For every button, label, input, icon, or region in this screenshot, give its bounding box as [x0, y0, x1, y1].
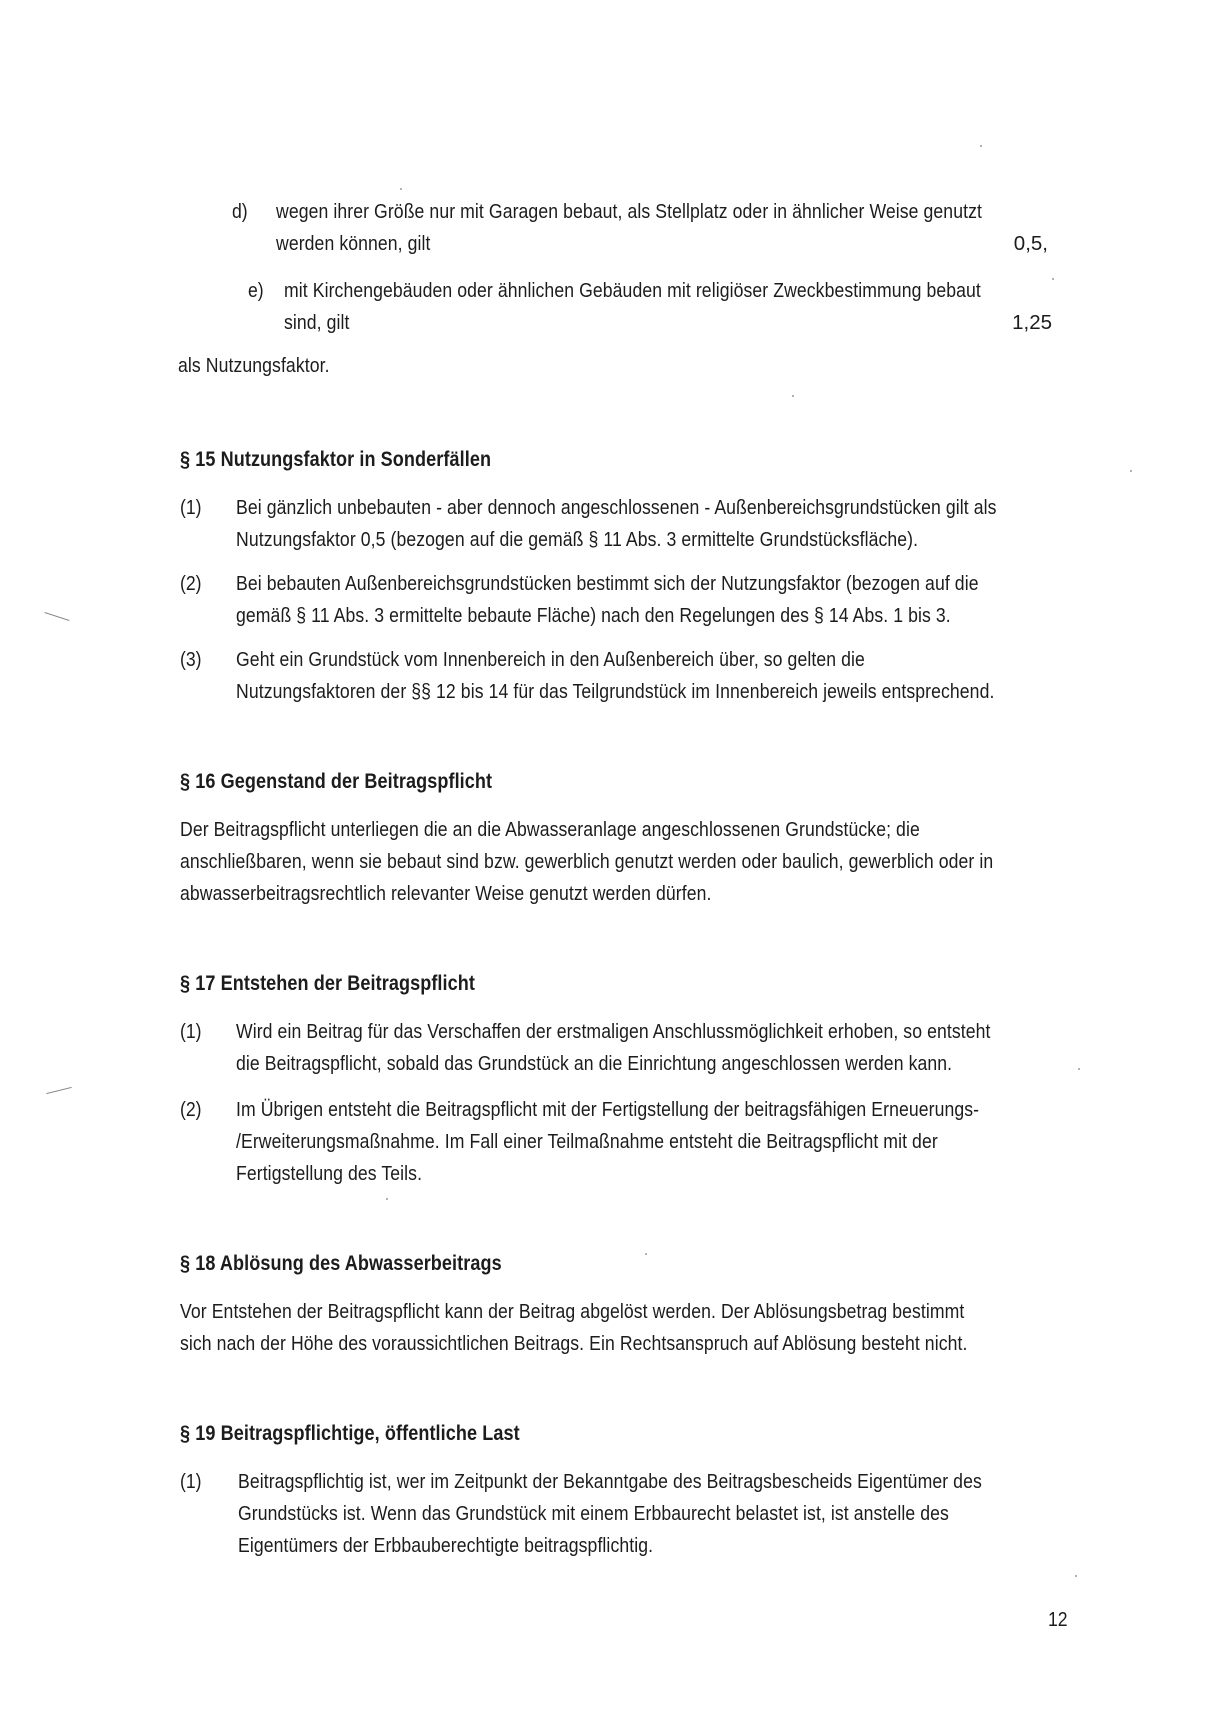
s17-item-1-line2: die Beitragspflicht, sobald das Grundstück an die Einrichtung angeschlossen werden kann.	[236, 1052, 953, 1075]
scan-speck	[1075, 1575, 1077, 1577]
list-marker-e: e)	[248, 279, 264, 302]
list-item-e-line1: mit Kirchengebäuden oder ähnlichen Gebäuden mit religiöser Zweckbestimmung bebaut	[284, 279, 981, 302]
s17-item-2-num: (2)	[180, 1098, 202, 1121]
scan-speck	[792, 395, 794, 397]
scan-mark	[46, 1087, 71, 1094]
section-15-heading: § 15 Nutzungsfaktor in Sonderfällen	[180, 448, 492, 471]
scan-speck	[386, 1198, 388, 1200]
s16-line3: abwasserbeitragsrechtlich relevanter Weise genutzt werden dürfen.	[180, 882, 712, 905]
list-closing-text: als Nutzungsfaktor.	[178, 354, 330, 377]
scan-speck	[400, 188, 402, 190]
s15-item-2-line1: Bei bebauten Außenbereichsgrundstücken bestimmt sich der Nutzungsfaktor (bezogen auf die	[236, 572, 979, 595]
s19-item-1-line2: Grundstücks ist. Wenn das Grundstück mit einem Erbbaurecht belastet ist, ist anstelle des	[238, 1502, 949, 1525]
scan-speck	[1052, 278, 1054, 280]
s17-item-2-line2: /Erweiterungsmaßnahme. Im Fall einer Teilmaßnahme entsteht die Beitragspflicht mit der	[236, 1130, 938, 1153]
list-item-d-value: 0,5,	[1013, 232, 1048, 255]
s16-line2: anschließbaren, wenn sie bebaut sind bzw. gewerblich genutzt werden oder baulich, gewerblich oder in	[180, 850, 994, 873]
list-item-d-line1: wegen ihrer Größe nur mit Garagen bebaut, als Stellplatz oder in ähnlicher Weise genutzt	[276, 200, 982, 223]
list-marker-d: d)	[232, 200, 248, 223]
s15-item-2-num: (2)	[180, 572, 202, 595]
section-16-heading: § 16 Gegenstand der Beitragspflicht	[180, 770, 493, 793]
list-item-d-line2: werden können, gilt	[276, 232, 431, 255]
section-17-heading: § 17 Entstehen der Beitragspflicht	[180, 972, 475, 995]
s17-item-1-num: (1)	[180, 1020, 202, 1043]
s17-item-2-line1: Im Übrigen entsteht die Beitragspflicht mit der Fertigstellung der beitragsfähigen Erneuerungs-	[236, 1098, 980, 1121]
list-item-e-value: 1,25	[1012, 311, 1052, 334]
s15-item-1-num: (1)	[180, 496, 202, 519]
s19-item-1-line1: Beitragspflichtig ist, wer im Zeitpunkt der Bekanntgabe des Beitragsbescheids Eigentümer des	[238, 1470, 982, 1493]
s17-item-2-line3: Fertigstellung des Teils.	[236, 1162, 423, 1185]
scan-mark	[44, 612, 69, 621]
scan-speck	[1130, 470, 1132, 472]
s15-item-1-line2: Nutzungsfaktor 0,5 (bezogen auf die gemäß § 11 Abs. 3 ermittelte Grundstücksfläche).	[236, 528, 919, 551]
scan-speck	[980, 145, 982, 147]
list-item-e-line2: sind, gilt	[284, 311, 350, 334]
section-18-heading: § 18 Ablösung des Abwasserbeitrags	[180, 1252, 502, 1275]
s17-item-1-line1: Wird ein Beitrag für das Verschaffen der erstmaligen Anschlussmöglichkeit erhoben, so entsteht	[236, 1020, 991, 1043]
s15-item-3-line1: Geht ein Grundstück vom Innenbereich in den Außenbereich über, so gelten die	[236, 648, 865, 671]
s18-line1: Vor Entstehen der Beitragspflicht kann der Beitrag abgelöst werden. Der Ablösungsbetrag bestimmt	[180, 1300, 965, 1323]
s18-line2: sich nach der Höhe des voraussichtlichen Beitrags. Ein Rechtsanspruch auf Ablösung besteht nicht.	[180, 1332, 968, 1355]
s15-item-2-line2: gemäß § 11 Abs. 3 ermittelte bebaute Fläche) nach den Regelungen des § 14 Abs. 1 bis 3.	[236, 604, 951, 627]
scan-speck	[645, 1253, 647, 1255]
s19-item-1-num: (1)	[180, 1470, 202, 1493]
s15-item-3-line2: Nutzungsfaktoren der §§ 12 bis 14 für das Teilgrundstück im Innenbereich jeweils entsprechend.	[236, 680, 995, 703]
scan-speck	[1078, 1068, 1080, 1070]
section-19-heading: § 19 Beitragspflichtige, öffentliche Last	[180, 1422, 520, 1445]
s15-item-3-num: (3)	[180, 648, 202, 671]
s16-line1: Der Beitragspflicht unterliegen die an die Abwasseranlage angeschlossenen Grundstücke; die	[180, 818, 920, 841]
page-number: 12	[1048, 1608, 1068, 1631]
s19-item-1-line3: Eigentümers der Erbbauberechtigte beitragspflichtig.	[238, 1534, 654, 1557]
s15-item-1-line1: Bei gänzlich unbebauten - aber dennoch angeschlossenen - Außenbereichsgrundstücken gilt als	[236, 496, 997, 519]
